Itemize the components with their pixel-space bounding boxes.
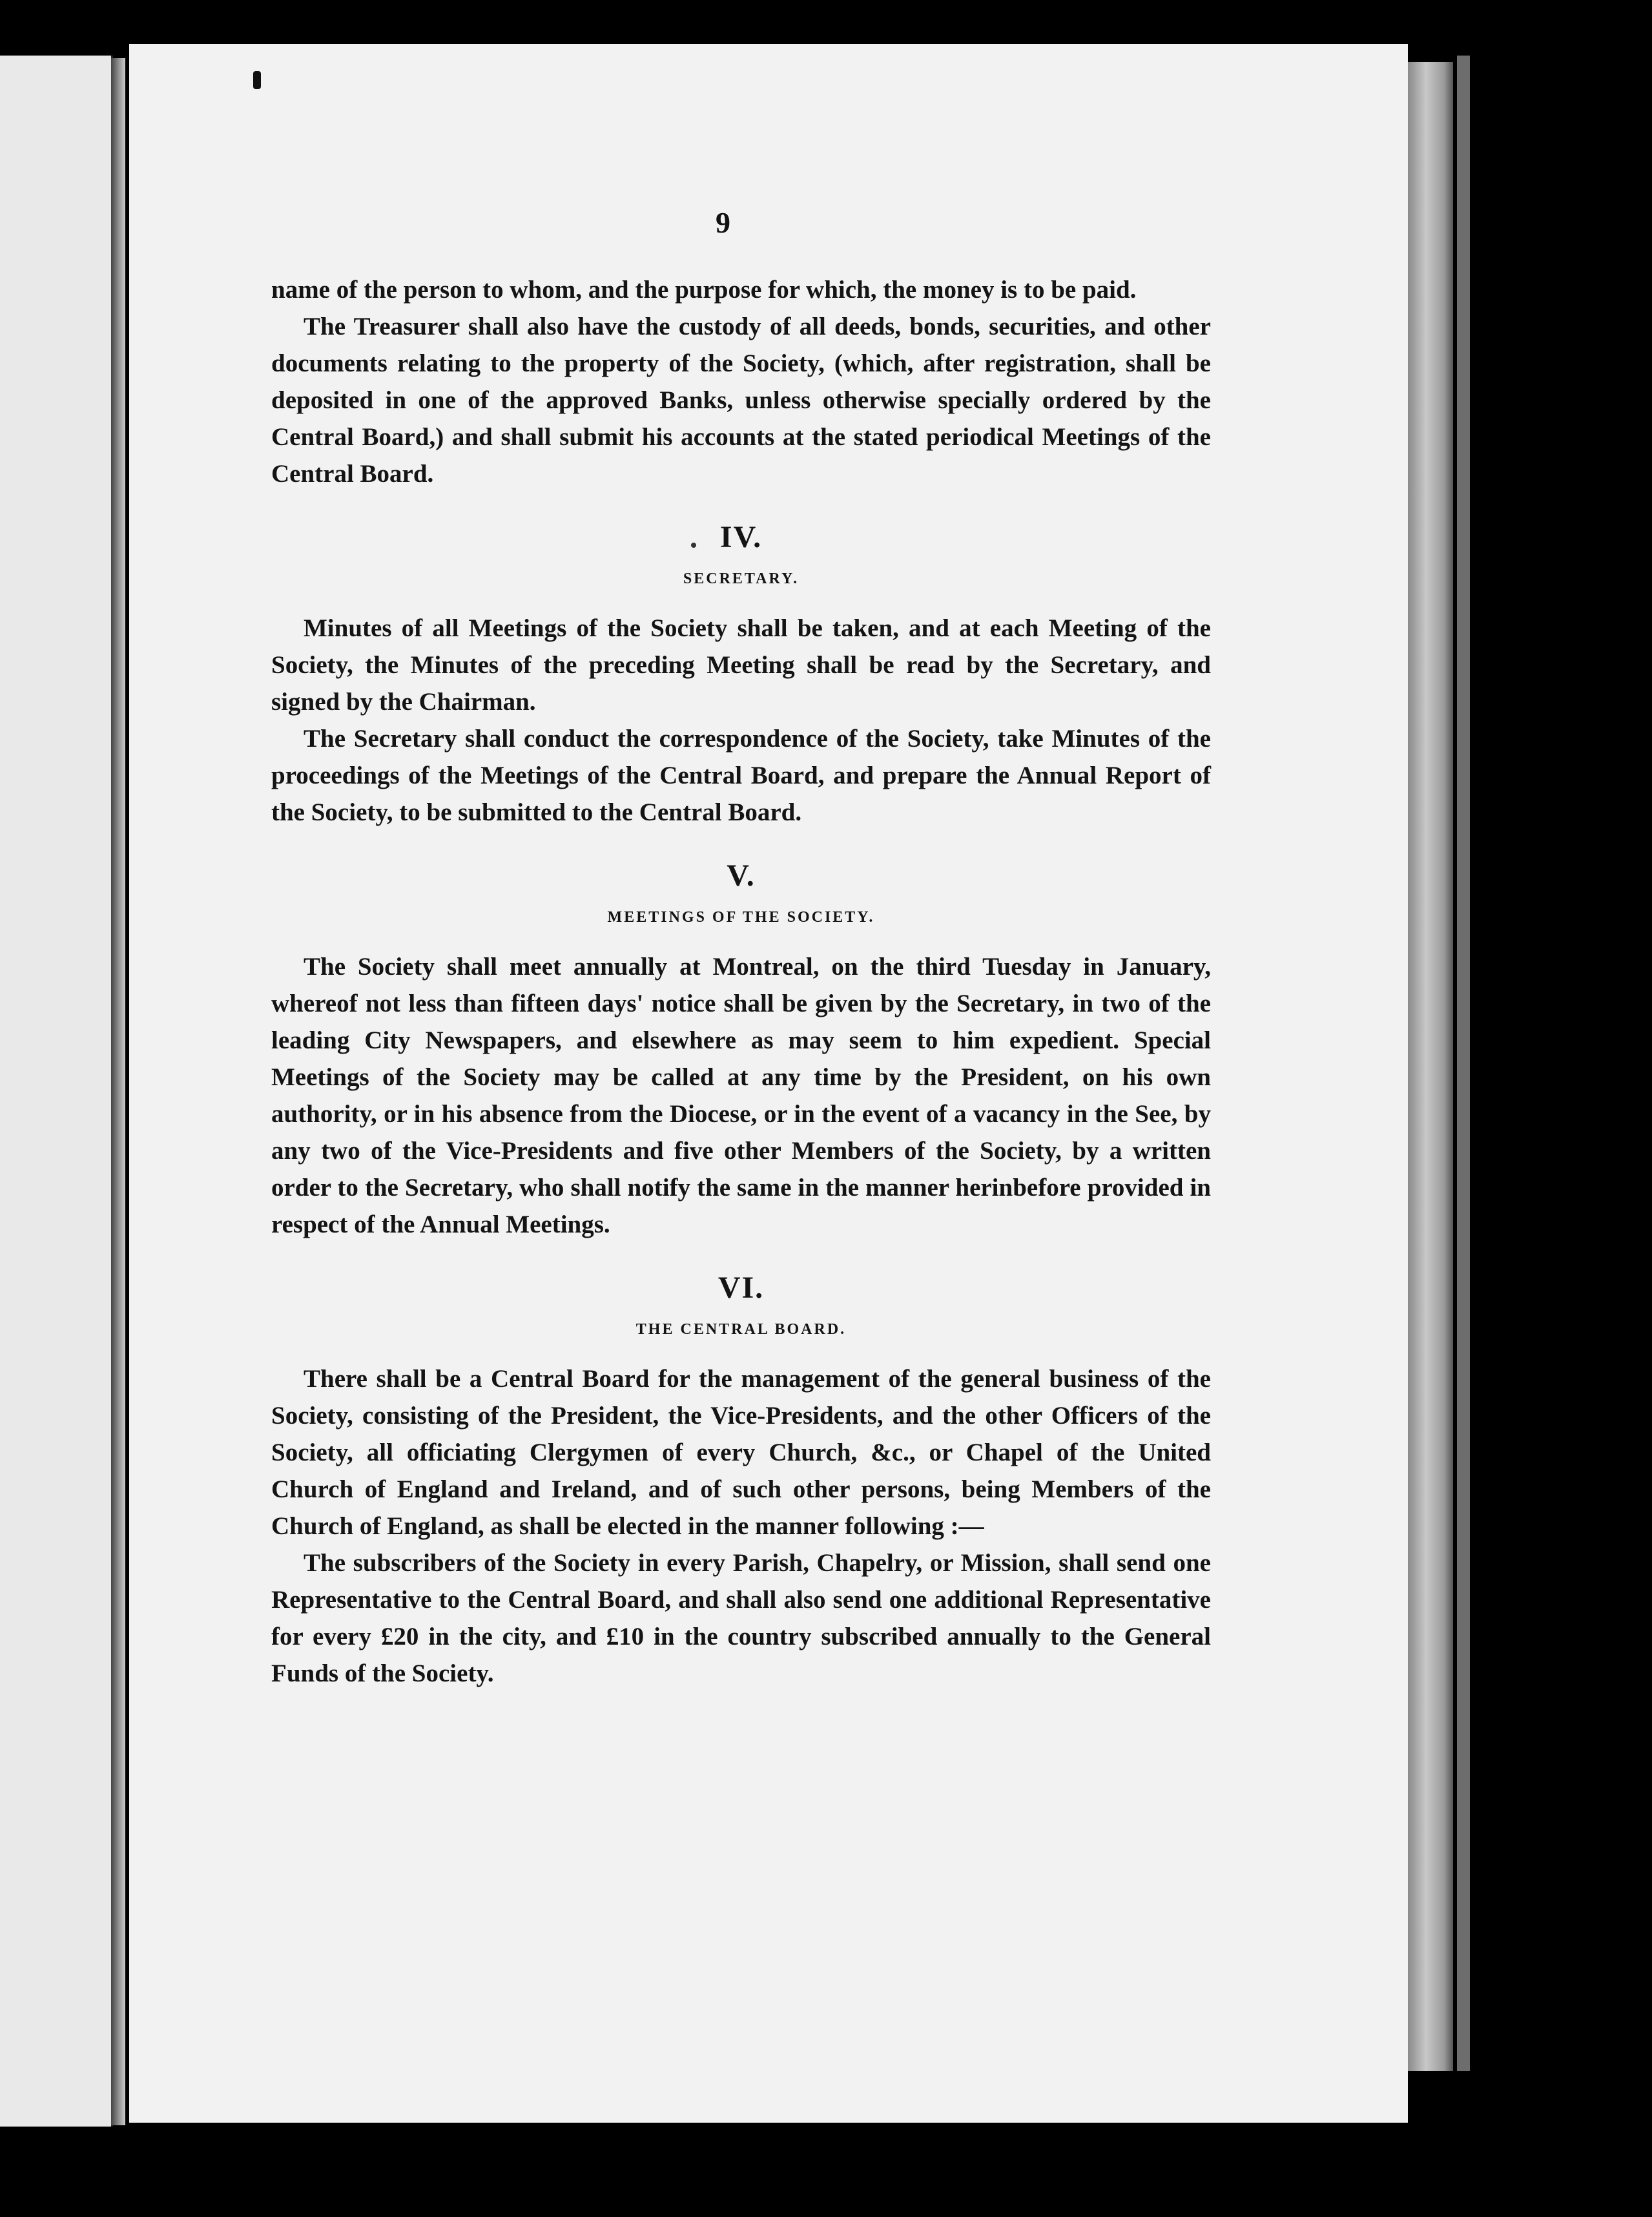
paragraph-treasurer: The Treasurer shall also have the custody of all deeds, bonds, securities, and other documents relating to the property of the Society, (which, after registration, shall be deposited in one of the approved Banks, unless otherwise specially ordered by the Central Board,) and shall submit his accounts at the stated periodical Meetings of the Central Board.	[271, 313, 1211, 488]
section-title-meetings: MEETINGS OF THE SOCIETY.	[607, 909, 875, 926]
section-title-secretary: SECRETARY.	[683, 570, 800, 587]
paragraph-continuation: name of the person to whom, and the purpose for which, the money is to be paid.	[271, 276, 1137, 304]
right-edge-strip	[1457, 56, 1470, 2071]
paragraph-minutes: Minutes of all Meetings of the Society shall be taken, and at each Meeting of the Society, the Minutes of the preceding Meeting shall be read by the Secretary, and signed by the Chairman.	[271, 614, 1211, 716]
page-number: 9	[716, 206, 730, 239]
ink-mark	[253, 71, 261, 89]
paragraph-central-board: There shall be a Central Board for the management of the general business of the Society, consisting of the President, the Vice-Presidents, and the other Officers of the Society, all officiating Clergymen of every Church, &c., or Chapel of the United Church of England and Ireland, and of such other persons, being Members of the Church of England, as shall be elected in the manner following :—	[271, 1365, 1211, 1540]
section-title-central-board: THE CENTRAL BOARD.	[635, 1321, 847, 1338]
section-number-v: V.	[727, 859, 756, 893]
paragraph-secretary-duties: The Secretary shall conduct the correspondence of the Society, take Minutes of the proceedings of the Meetings of the Central Board, and prepare the Annual Report of the Society, to be submitted to the Central Board.	[271, 725, 1211, 826]
section-number-iv: IV.	[719, 520, 763, 554]
book-gutter	[111, 58, 125, 2125]
left-facing-page	[0, 56, 113, 2127]
paragraph-meetings: The Society shall meet annually at Montreal, on the third Tuesday in January, whereof not less than fifteen days' notice shall be given by the Secretary, in two of the leading City Newspapers, and elsewhere as may seem to him expedient. Special Meetings of the Society may be called at any time by the President, on his own authority, or in his absence from the Diocese, or in the event of a vacancy in the See, by any two of the Vice-Presidents and five other Members of the Society, by a written order to the Secretary, who shall notify the same in the manner herinbefore provided in respect of the Annual Meetings.	[271, 953, 1211, 1238]
section-number-vi: VI.	[718, 1271, 765, 1305]
page-edge-shadow	[1408, 62, 1453, 2071]
body-text	[271, 271, 1211, 1692]
paragraph-representatives: The subscribers of the Society in every Parish, Chapelry, or Mission, shall send one Representative to the Central Board, and shall also send one additional Representative for every £20 in the city, and £10 in the country subscribed annually to the General Funds of the Society.	[271, 1549, 1211, 1687]
